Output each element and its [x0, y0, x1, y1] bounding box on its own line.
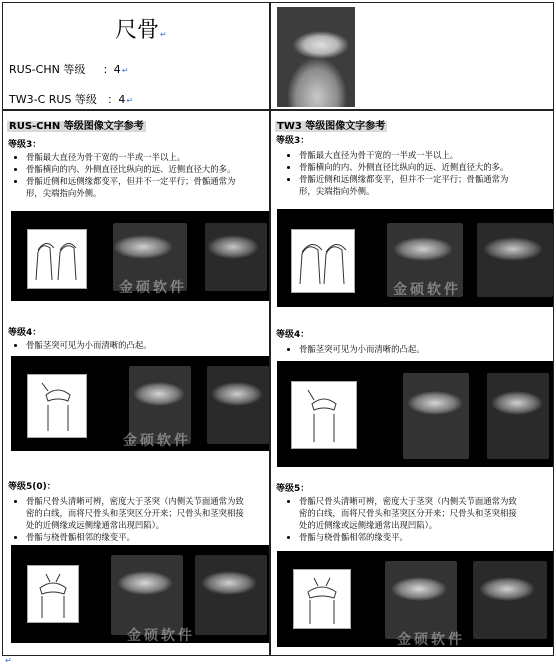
- grade5-sketch: [293, 569, 351, 629]
- rus-chn-reference-column: [2, 110, 270, 656]
- watermark: 金硕软件: [127, 628, 195, 643]
- bone-title: 尺骨↵: [115, 18, 167, 43]
- grade5-xray-2: [195, 555, 267, 635]
- grade5-xray-1: [111, 555, 183, 635]
- grade3-title: 等级3：: [276, 136, 310, 146]
- grade3-image-strip: [277, 209, 553, 307]
- grade5-xray-2: [473, 561, 547, 639]
- grade4-xray-1: [403, 373, 469, 459]
- tw3-reference-column: [270, 110, 554, 656]
- grade5-xray-1: [385, 561, 457, 639]
- grade3-list: • 骨骺最大直径为骨干宽的一半或一半以上。 • 骨骺横向的内、外侧直径比纵向的远、近侧直径大的多。 • 骨骺近侧和远侧缘都变平，但并不一定平行；骨骺通常为 形，尖端指向外侧。: [8, 151, 288, 199]
- grade4-image-strip: [11, 356, 269, 451]
- grade4-list: • 骨骺茎突可见为小而清晰的凸起。: [281, 343, 556, 355]
- tw3-grade-line: TW3-C RUS 等级 ：4↵: [9, 93, 134, 106]
- grade3-image-strip: [11, 211, 269, 301]
- grade3-title: 等级3：: [8, 140, 42, 150]
- grade3-xray-2: [205, 223, 267, 291]
- grade4-image-strip: [277, 361, 553, 467]
- paragraph-mark: ↵: [5, 656, 12, 665]
- grade5-image-strip: [11, 545, 269, 643]
- watermark: 金硕软件: [393, 282, 461, 298]
- grade5-title: 等级5(0)：: [8, 482, 56, 492]
- grade3-sketch: [291, 229, 355, 293]
- rus-grade-line: RUS-CHN 等级 ：4↵: [9, 63, 129, 76]
- grade4-title: 等级4：: [276, 330, 310, 340]
- watermark: 金硕软件: [123, 433, 191, 449]
- watermark: 金硕软件: [397, 632, 465, 647]
- grade5-list: • 骨骺尺骨头清晰可辨，密度大于茎突（内侧关节面通常为致 密的白线，而将尺骨头和茎突区分开来；尺骨头和茎突相接 处的近侧缘或远侧缘通常出现凹陷）。 • 骨骺与桡骨骺相邻的缘变平。: [8, 495, 288, 543]
- grade3-list: • 骨骺最大直径为骨干宽的一半或一半以上。 • 骨骺横向的内、外侧直径比纵向的远、近侧直径大的多。 • 骨骺近侧和远侧缘都变平，但并不一定平行；骨骺通常为 形，尖端指向外侧。: [281, 149, 556, 197]
- xray-thumbnail-cell: [270, 2, 554, 110]
- grade4-list: • 骨骺茎突可见为小而清晰的凸起。: [8, 339, 288, 351]
- grade3-xray-2: [477, 223, 553, 297]
- watermark: 金硕软件: [119, 280, 187, 296]
- grade4-sketch: [291, 381, 357, 449]
- grade3-sketch: [27, 229, 87, 289]
- grade4-title: 等级4：: [8, 328, 42, 338]
- grade4-sketch: [27, 374, 87, 438]
- rus-chn-header: RUS-CHN 等级图像文字参考: [9, 121, 144, 132]
- xray-thumbnail: [277, 7, 355, 107]
- header-cell: [2, 2, 270, 110]
- grade5-image-strip: [277, 551, 553, 647]
- grade5-title: 等级5：: [276, 484, 310, 494]
- grade5-sketch: [27, 565, 79, 623]
- tw3-header: TW3 等级图像文字参考: [277, 121, 386, 132]
- grade4-xray-2: [207, 366, 269, 444]
- grade5-list: • 骨骺尺骨头清晰可辨，密度大于茎突（内侧关节面通常为致 密的白线，而将尺骨头和茎突区分开来；尺骨头和茎突相接 处的近侧缘或远侧缘通常出现凹陷）。 • 骨骺与桡骨骺相邻的缘变平。: [281, 495, 556, 543]
- grade4-xray-2: [487, 373, 549, 459]
